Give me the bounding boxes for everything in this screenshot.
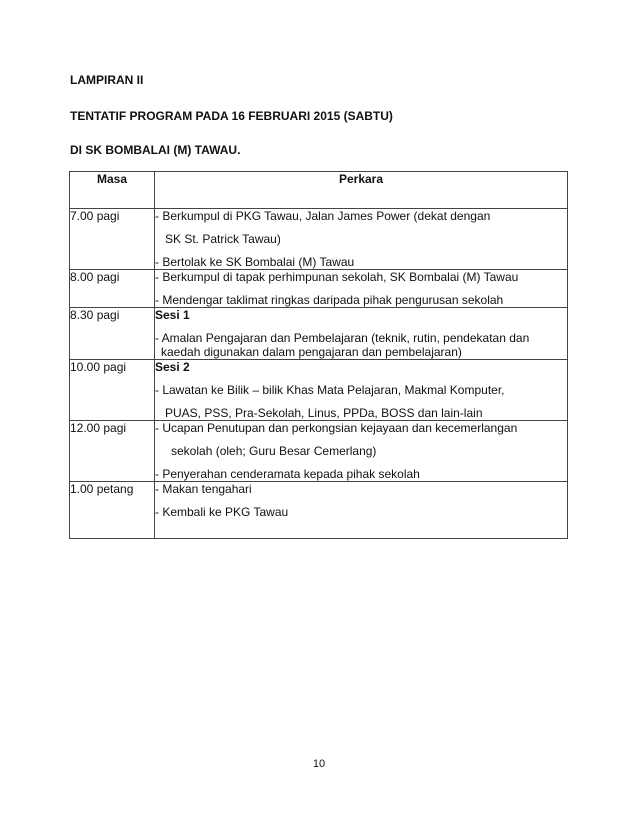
session-label: Sesi 1 [155,308,190,322]
activity-line: sekolah (oleh; Guru Besar Cemerlang) [171,444,377,458]
activity-line: SK St. Patrick Tawau) [165,232,281,246]
header-masa: Masa [70,172,155,209]
activity-line: - Kembali ke PKG Tawau [155,505,289,519]
activity-cell [155,308,568,360]
activity-line: - Berkumpul di tapak perhimpunan sekolah, SK Bombalai (M) Tawau [155,270,519,284]
activity-line: - Makan tengahari [155,482,252,496]
program-title: TENTATIF PROGRAM PADA 16 FEBRUARI 2015 (SABTU) [70,109,393,123]
table-row [70,360,568,421]
activity-line: - Lawatan ke Bilik – bilik Khas Mata Pelajaran, Makmal Komputer, [155,383,505,397]
session-label: Sesi 2 [155,360,190,374]
table-row [70,308,568,360]
table-row [70,421,568,482]
activity-cell [155,421,568,482]
time-cell: 10.00 pagi [70,360,155,421]
activity-cell [155,270,568,308]
page-number: 10 [312,758,326,770]
activity-line: - Amalan Pengajaran dan Pembelajaran (teknik, rutin, pendekatan dan [155,331,530,345]
activity-cell [155,360,568,421]
activity-line: - Ucapan Penutupan dan perkongsian kejayaan dan kecemerlangan [155,421,518,435]
activity-cell [155,209,568,270]
activity-line: - Bertolak ke SK Bombalai (M) Tawau [155,255,355,269]
activity-line: - Berkumpul di PKG Tawau, Jalan James Power (dekat dengan [155,209,491,223]
time-cell: 7.00 pagi [70,209,155,270]
time-cell: 1.00 petang [70,482,155,539]
activity-line: - Mendengar taklimat ringkas daripada pihak pengurusan sekolah [155,293,504,307]
time-cell: 12.00 pagi [70,421,155,482]
activity-line: - Penyerahan cenderamata kepada pihak sekolah [155,467,420,481]
activity-line: kaedah digunakan dalam pengajaran dan pembelajaran) [161,345,462,359]
activity-cell [155,482,568,539]
activity-line: PUAS, PSS, Pra-Sekolah, Linus, PPDa, BOSS dan lain-lain [165,406,483,420]
schedule-table [69,171,568,539]
table-row [70,270,568,308]
program-location: DI SK BOMBALAI (M) TAWAU. [70,143,241,157]
appendix-label: LAMPIRAN II [70,73,144,87]
header-perkara: Perkara [155,172,568,209]
table-row [70,209,568,270]
time-cell: 8.00 pagi [70,270,155,308]
time-cell: 8.30 pagi [70,308,155,360]
table-row [70,482,568,539]
table-header-row [70,172,568,209]
